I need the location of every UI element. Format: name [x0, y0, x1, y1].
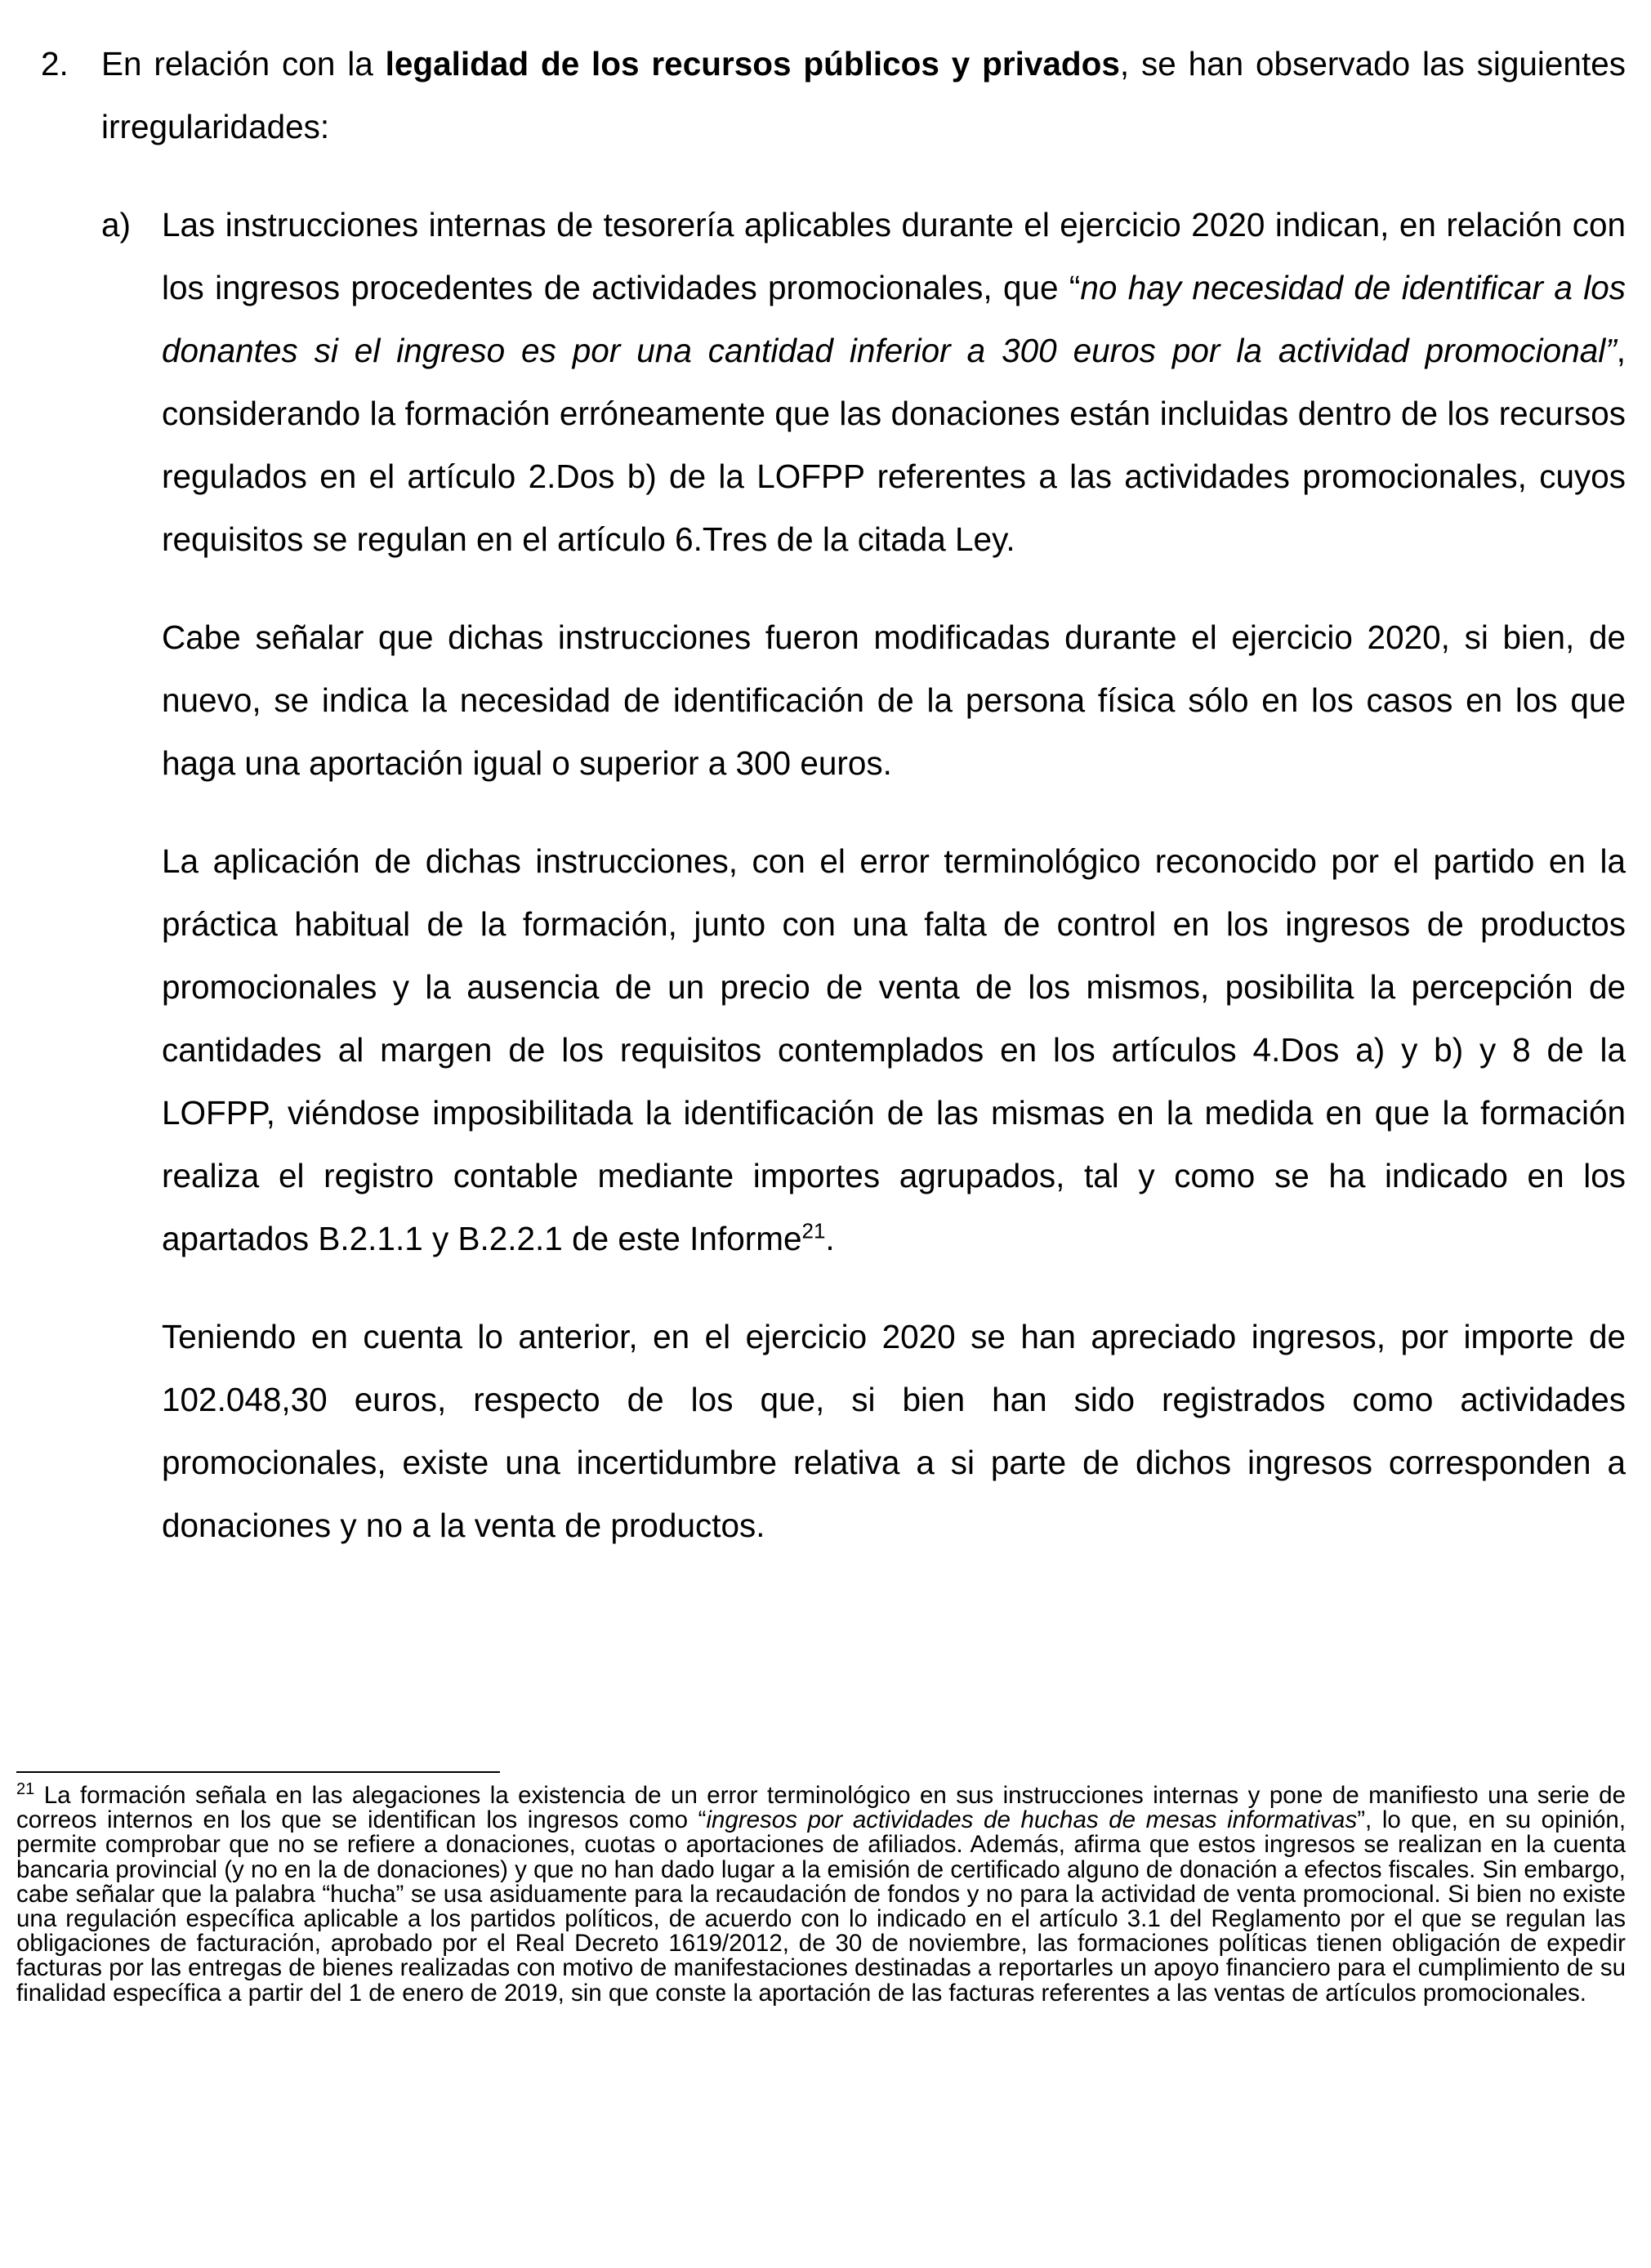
footnote-text-end: ”, lo que, en su opinión, permite comprobar que no se refiere a donaciones, cuotas o aportaciones de afiliados. Además, afirma que estos ingresos se realizan en la cuenta bancaria provincial (y no en la de donaciones) y que no han dado lugar a la emisión de certificado alguno de donación a efectos fiscales. Sin embargo, cabe señalar que la palabra “hucha” se usa asiduamente para la recaudación de fondos y no para la actividad de venta promocional. Si bien no existe una regulación específica aplicable a los partidos políticos, de acuerdo con lo indicado en el artículo 3.1 del Reglamento por el que se regulan las obligaciones de facturación, aprobado por el Real Decreto 1619/2012, de 30 de noviembre, las formaciones políticas tienen obligación de expedir facturas por las entregas de bienes realizadas con motivo de manifestaciones destinadas a reportarles un apoyo financiero para el cumplimiento de su finalidad específica a partir del 1 de enero de 2019, sin que conste la aportación de las facturas referentes a las ventas de artículos promocionales. [16, 1806, 1626, 2007]
footnote-reference[interactable]: 21 [801, 1218, 826, 1243]
intro-text: En relación con la [101, 45, 386, 83]
intro-bold-text: legalidad de los recursos públicos y privados [385, 45, 1120, 83]
footnote-italic-text: ingresos por actividades de huchas de mesas informativas [706, 1806, 1358, 1834]
paragraph-1 [162, 194, 1626, 571]
sub-item-letter: a) [101, 206, 132, 243]
footnote-number: 21 [16, 1780, 35, 1799]
paragraph-1-start: Las instrucciones internas de tesorería aplicables durante el ejercicio 2020 indican, en relación con los ingresos procedentes de actividades promocionales, que “ [162, 206, 1626, 306]
footnote-text [16, 1780, 1626, 2007]
sub-item-a [101, 194, 1626, 1557]
item-2-intro [101, 33, 1626, 158]
intro-end-text: , se han observado las siguientes irregularidades: [101, 45, 1626, 145]
paragraph-3-text: La aplicación de dichas instrucciones, con el error terminológico reconocido por el partido en la práctica habitual de la formación, junto con una falta de control en los ingresos de productos promocionales y la ausencia de un precio de venta de los mismos, posibilita la percepción de cantidades al margen de los requisitos contemplados en los artículos 4.Dos a) y b) y 8 de la LOFPP, viéndose imposibilitada la identificación de las mismas en la medida en que la formación realiza el registro contable mediante importes agrupados, tal y como se ha indicado en los apartados B.2.1.1 y B.2.2.1 de este Informe [162, 842, 1626, 1257]
item-number: 2. [41, 45, 69, 83]
footnote-text-start: La formación señala en las alegaciones la existencia de un error terminológico en sus instrucciones internas y pone de manifiesto una serie de correos internos en los que se identifican los ingresos como “ [16, 1782, 1626, 1834]
footnote-separator [16, 1771, 500, 1773]
paragraph-1-quote: no hay necesidad de identificar a los donantes si el ingreso es por una cantidad inferior a 300 euros por la actividad promocional” [162, 269, 1626, 369]
main-body [41, 33, 1626, 1557]
list-item-2 [41, 33, 1626, 1557]
paragraph-1-end: , considerando la formación erróneamente que las donaciones están incluidas dentro de los recursos regulados en el artículo 2.Dos b) de la LOFPP referentes a las actividades promocionales, cuyos requisitos se regulan en el artículo 6.Tres de la citada Ley. [162, 332, 1626, 558]
footnote [16, 1780, 1626, 2007]
paragraph-3-end: . [825, 1220, 835, 1257]
paragraph-3 [162, 830, 1626, 1270]
paragraph-2: Cabe señalar que dichas instrucciones fueron modificadas durante el ejercicio 2020, si bien, de nuevo, se indica la necesidad de identificación de la persona física sólo en los casos en los que haga una aportación igual o superior a 300 euros. [162, 618, 1626, 782]
paragraph-4: Teniendo en cuenta lo anterior, en el ejercicio 2020 se han apreciado ingresos, por importe de 102.048,30 euros, respecto de los que, si bien han sido registrados como actividades promocionales, existe una incertidumbre relativa a si parte de dichos ingresos corresponden a donaciones y no a la venta de productos. [162, 1318, 1626, 1544]
